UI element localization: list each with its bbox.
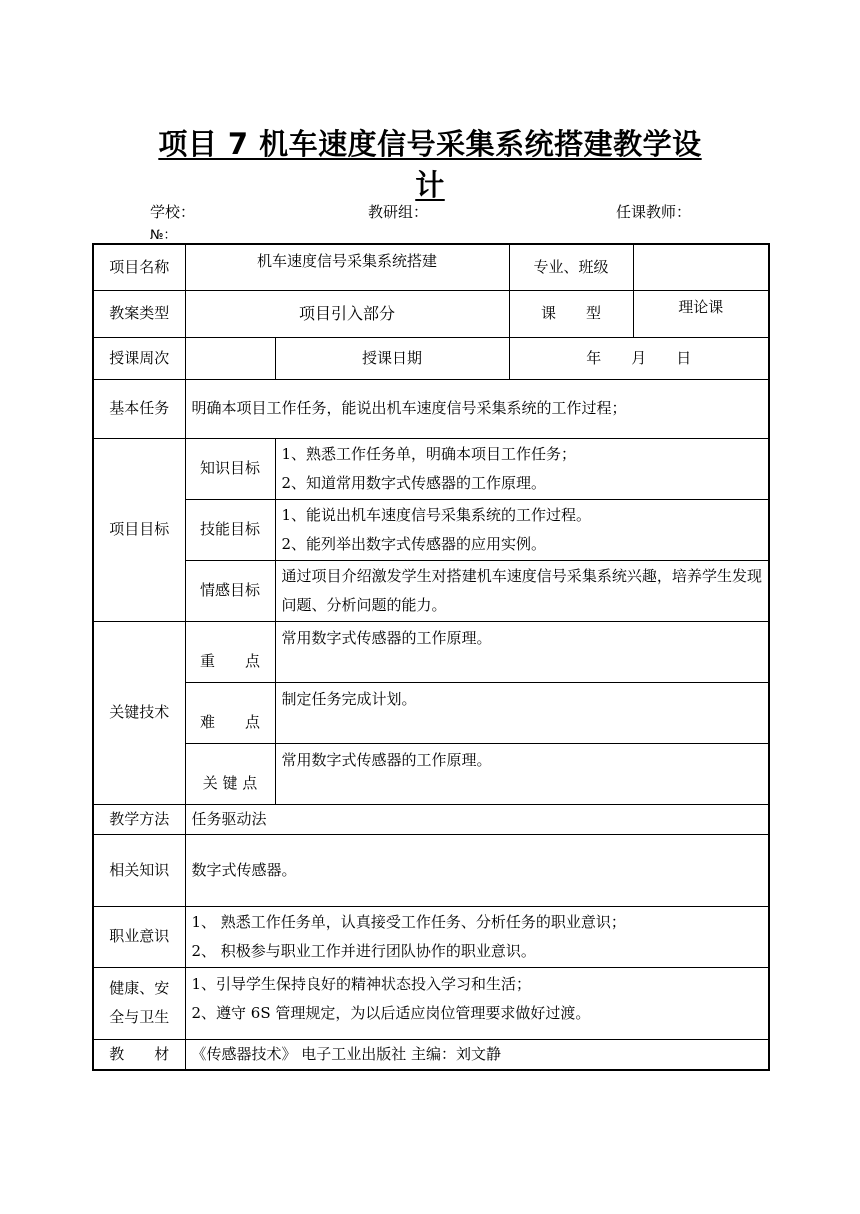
health-safety-line2: 2、遵守 6S 管理规定，为以后适应岗位管理要求做好过渡。: [191, 1003, 591, 1022]
lesson-type-label: 课 型: [509, 290, 633, 337]
plan-type-row: [93, 290, 769, 337]
skill-goal-line2: 2、能列举出数字式传感器的应用实例。: [281, 534, 547, 553]
health-safety-label: [93, 967, 185, 1039]
teacher-label: 任课教师：: [616, 203, 692, 221]
project-name-row: [93, 244, 769, 290]
major-class-label: 专业、班级: [509, 244, 633, 290]
major-class-value: [633, 244, 769, 290]
career-awareness-row: [93, 906, 769, 967]
health-safety-label-line1: 健康、安: [109, 979, 170, 997]
focus-value: 常用数字式传感器的工作原理。: [275, 621, 769, 682]
lesson-type-value: 理论课: [633, 290, 769, 337]
project-name-value: 机车速度信号采集系统搭建: [185, 244, 509, 290]
key-point-label: 关 键 点: [185, 743, 275, 804]
focus-row: [93, 621, 769, 682]
knowledge-goal-line2: 2、知道常用数字式传感器的工作原理。: [281, 473, 547, 492]
lesson-plan-table: [92, 243, 770, 1071]
career-awareness-line2: 2、 积极参与职业工作并进行团队协作的职业意识。: [191, 941, 536, 960]
knowledge-goal-value: [275, 438, 769, 499]
emotion-goal-label: 情感目标: [185, 560, 275, 621]
plan-type-value: 项目引入部分: [185, 290, 509, 337]
difficulty-value: 制定任务完成计划。: [275, 682, 769, 743]
skill-goal-value: [275, 499, 769, 560]
textbook-label: 教 材: [93, 1039, 185, 1070]
health-safety-row: [93, 967, 769, 1039]
basic-task-value: 明确本项目工作任务，能说出机车速度信号采集系统的工作过程；: [185, 379, 769, 438]
emotion-goal-row: [93, 560, 769, 621]
skill-goal-row: [93, 499, 769, 560]
related-knowledge-label: 相关知识: [93, 834, 185, 906]
method-row: [93, 804, 769, 834]
textbook-value: 《传感器技术》 电子工业出版社 主编：刘文静: [185, 1039, 769, 1070]
key-point-value: 常用数字式传感器的工作原理。: [275, 743, 769, 804]
key-technology-label: 关键技术: [93, 621, 185, 804]
research-group-label: 教研组：: [368, 203, 429, 221]
document-title-line1: 项目 7 机车速度信号采集系统搭建教学设: [158, 127, 702, 161]
school-label: 学校：: [150, 203, 196, 221]
key-point-row: [93, 743, 769, 804]
number-label: №：: [150, 228, 177, 243]
project-name-label: 项目名称: [93, 244, 185, 290]
health-safety-value: [185, 967, 769, 1039]
knowledge-goal-line1: 1、熟悉工作任务单，明确本项目工作任务；: [281, 444, 577, 463]
skill-goal-line1: 1、能说出机车速度信号采集系统的工作过程。: [281, 505, 592, 524]
career-awareness-line1: 1、 熟悉工作任务单，认真接受工作任务、分析任务的职业意识；: [191, 912, 626, 931]
emotion-goal-value: 通过项目介绍激发学生对搭建机车速度信号采集系统兴趣，培养学生发现问题、分析问题的能力。: [275, 560, 769, 621]
knowledge-goal-label: 知识目标: [185, 438, 275, 499]
date-value: 年 月 日: [509, 337, 769, 379]
career-awareness-value: [185, 906, 769, 967]
knowledge-goal-row: [93, 438, 769, 499]
teaching-method-value: 任务驱动法: [185, 804, 769, 834]
basic-task-row: [93, 379, 769, 438]
document-title-line2: 计: [415, 168, 445, 202]
health-safety-line1: 1、引导学生保持良好的精神状态投入学习和生活；: [191, 974, 532, 993]
week-label: 授课周次: [93, 337, 185, 379]
project-goals-label: 项目目标: [93, 438, 185, 621]
plan-type-label: 教案类型: [93, 290, 185, 337]
skill-goal-label: 技能目标: [185, 499, 275, 560]
related-knowledge-row: [93, 834, 769, 906]
focus-label: 重 点: [185, 621, 275, 682]
difficulty-label: 难 点: [185, 682, 275, 743]
textbook-row: [93, 1039, 769, 1070]
related-knowledge-value: 数字式传感器。: [185, 834, 769, 906]
difficulty-row: [93, 682, 769, 743]
week-value: [185, 337, 275, 379]
week-date-row: [93, 337, 769, 379]
career-awareness-label: 职业意识: [93, 906, 185, 967]
teaching-method-label: 教学方法: [93, 804, 185, 834]
health-safety-label-line2: 全与卫生: [109, 1008, 170, 1026]
basic-task-label: 基本任务: [93, 379, 185, 438]
date-label: 授课日期: [275, 337, 509, 379]
